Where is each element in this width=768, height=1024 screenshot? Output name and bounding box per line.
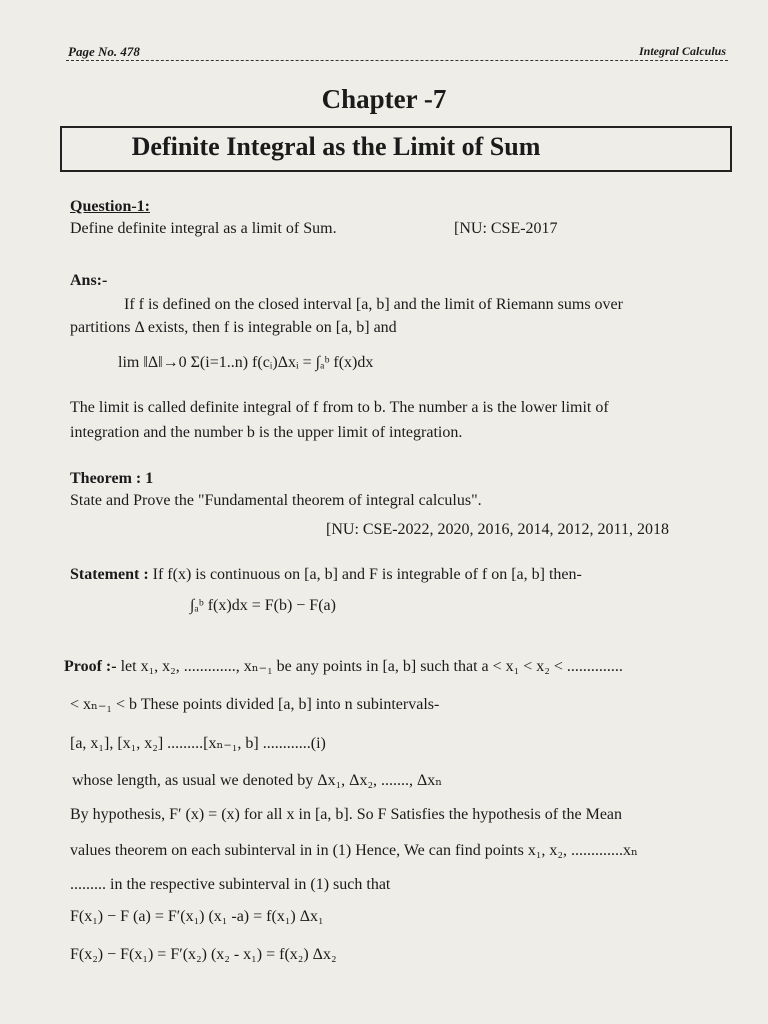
proof-line-1-text: let x₁, x₂, ............., xₙ₋₁ be any points in [a, b] such that a < x₁ < x₂ < ..............: [120, 658, 623, 675]
chapter-number: Chapter -7: [321, 84, 447, 114]
chapter-title: Definite Integral as the Limit of Sum: [131, 132, 541, 161]
statement-text: If f(x) is continuous on [a, b] and F is integrable of f on [a, b] then-: [152, 566, 582, 583]
proof-line-2: < xₙ₋₁ < b These points divided [a, b] into n subintervals-: [70, 696, 440, 713]
riemann-sum-formula: lim ‖Δ‖→0 Σ(i=1..n) f(cᵢ)Δxᵢ = ∫ₐᵇ f(x)dx: [118, 354, 374, 371]
answer-para2-line2: integration and the number b is the upper limit of integration.: [70, 424, 463, 441]
question-text: Define definite integral as a limit of Sum.: [70, 220, 337, 237]
theorem-reference: [NU: CSE-2022, 2020, 2016, 2014, 2012, 2011, 2018: [326, 521, 669, 538]
proof-label: Proof :-: [64, 658, 117, 675]
proof-line-1: [64, 656, 623, 676]
answer-para2-line1: The limit is called definite integral of f from to b. The number a is the lower limit of: [70, 399, 609, 416]
header-rule: [66, 60, 728, 61]
proof-equation-1: F(x₁) − F (a) = F′(x₁) (x₁ -a) = f(x₁) Δx₁: [70, 908, 324, 925]
answer-label: Ans:-: [70, 272, 108, 289]
statement: [70, 566, 582, 584]
answer-para1-line1: If f is defined on the closed interval [a, b] and the limit of Riemann sums over: [124, 296, 623, 313]
theorem-text: State and Prove the "Fundamental theorem of integral calculus".: [70, 492, 482, 509]
ftc-formula: ∫ₐᵇ f(x)dx = F(b) − F(a): [190, 597, 336, 614]
proof-line-6: values theorem on each subinterval in in (1) Hence, We can find points x₁, x₂, .............xₙ: [70, 842, 638, 859]
statement-label: Statement :: [70, 566, 149, 583]
answer-para1-line2: partitions Δ exists, then f is integrable on [a, b] and: [70, 319, 397, 336]
running-title: Integral Calculus: [638, 44, 726, 58]
theorem-label: Theorem : 1: [70, 470, 154, 487]
proof-line-3: [a, x₁], [x₁, x₂] .........[xₙ₋₁, b] ............(i): [70, 735, 326, 752]
proof-equation-2: F(x₂) − F(x₁) = F′(x₂) (x₂ - x₁) = f(x₂) Δx₂: [70, 946, 337, 963]
question-reference: [NU: CSE-2017: [454, 220, 558, 237]
proof-line-5: By hypothesis, F′ (x) = (x) for all x in [a, b]. So F Satisfies the hypothesis of the Mean: [70, 806, 623, 823]
proof-line-4: whose length, as usual we denoted by Δx₁, Δx₂, ......., Δxₙ: [72, 772, 443, 789]
proof-line-7: ......... in the respective subinterval in (1) such that: [70, 876, 391, 893]
page-number: Page No. 478: [68, 44, 140, 59]
question-label: Question-1:: [70, 198, 150, 215]
